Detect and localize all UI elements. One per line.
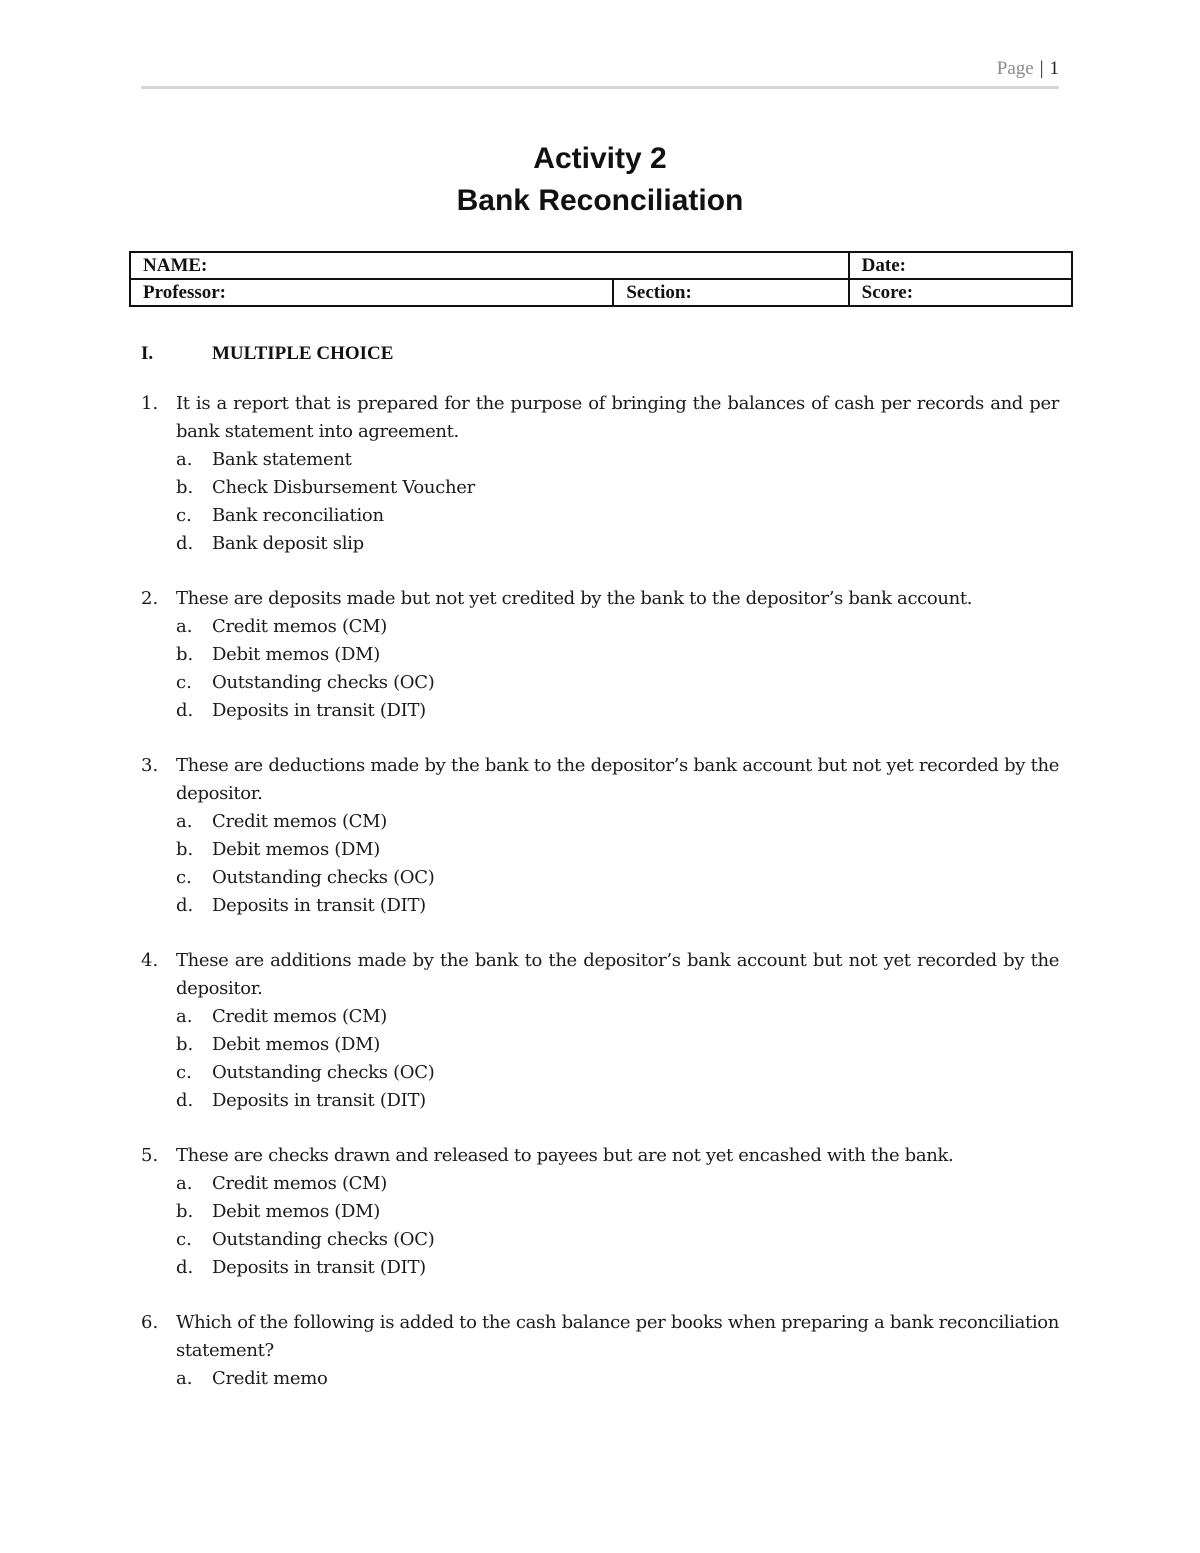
option-letter: a. [176,1006,193,1027]
option-text: Outstanding checks (OC) [212,1062,435,1083]
question-item [141,1309,1059,1393]
answer-option [141,530,1059,558]
question-text: These are deposits made but not yet credited by the bank to the depositor’s bank account. [176,588,973,609]
option-letter: a. [176,449,193,470]
option-letter: a. [176,1368,193,1389]
page-separator: | [1039,58,1044,79]
answer-option [141,446,1059,474]
option-letter: a. [176,1173,193,1194]
answer-option [141,1087,1059,1115]
answer-option [141,1254,1059,1282]
option-text: Outstanding checks (OC) [212,867,435,888]
professor-field: Professor: [130,279,613,306]
option-letter: d. [176,1257,194,1278]
answer-option [141,669,1059,697]
activity-title: Activity 2 [533,142,667,175]
date-field: Date: [849,252,1072,279]
question-number: 3. [141,755,159,776]
questions-list [141,390,1059,1420]
page-header [141,58,1059,89]
option-text: Debit memos (DM) [212,644,381,665]
option-letter: d. [176,700,194,721]
option-letter: c. [176,1062,192,1083]
section-heading [141,343,393,365]
option-text: Deposits in transit (DIT) [212,700,426,721]
question-text: These are checks drawn and released to payees but are not yet encashed with the bank. [176,1145,954,1166]
question-item [141,752,1059,920]
question-number: 5. [141,1145,159,1166]
activity-subtitle: Bank Reconciliation [456,184,744,217]
option-text: Deposits in transit (DIT) [212,1090,426,1111]
option-letter: b. [176,477,194,498]
option-text: Deposits in transit (DIT) [212,895,426,916]
option-text: Check Disbursement Voucher [212,477,475,498]
question-text: These are deductions made by the bank to the depositor’s bank account but not yet recorded by the depositor. [176,755,1059,804]
answer-option [141,892,1059,920]
question-item [141,390,1059,558]
answer-option [141,1365,1059,1393]
answer-option [141,613,1059,641]
section-title: MULTIPLE CHOICE [212,343,394,364]
section-number: I. [141,343,154,364]
answer-option [141,474,1059,502]
option-text: Outstanding checks (OC) [212,672,435,693]
answer-option [141,641,1059,669]
option-letter: b. [176,644,194,665]
option-text: Bank reconciliation [212,505,384,526]
option-text: Credit memos (CM) [212,811,387,832]
option-text: Credit memos (CM) [212,1173,387,1194]
answer-option [141,1198,1059,1226]
option-text: Deposits in transit (DIT) [212,1257,426,1278]
answer-option [141,1003,1059,1031]
option-letter: d. [176,895,194,916]
option-letter: d. [176,533,194,554]
question-text: It is a report that is prepared for the purpose of bringing the balances of cash per records and per bank statement into agreement. [176,393,1059,442]
question-item [141,947,1059,1115]
answer-option [141,1031,1059,1059]
question-number: 6. [141,1312,159,1333]
option-letter: c. [176,672,192,693]
option-text: Bank statement [212,449,352,470]
option-letter: c. [176,867,192,888]
question-item [141,585,1059,725]
option-text: Credit memos (CM) [212,1006,387,1027]
question-number: 1. [141,393,159,414]
question-item [141,1142,1059,1282]
page-number: 1 [1049,58,1059,79]
option-text: Credit memo [212,1368,328,1389]
answer-option [141,502,1059,530]
option-letter: a. [176,616,193,637]
option-letter: b. [176,839,194,860]
option-letter: c. [176,1229,192,1250]
name-field: NAME: [130,252,849,279]
score-field: Score: [849,279,1072,306]
answer-option [141,1226,1059,1254]
answer-option [141,697,1059,725]
option-text: Bank deposit slip [212,533,364,554]
question-number: 2. [141,588,159,609]
answer-option [141,808,1059,836]
option-text: Credit memos (CM) [212,616,387,637]
answer-option [141,836,1059,864]
student-info-table [129,251,1073,307]
answer-option [141,1170,1059,1198]
option-letter: a. [176,811,193,832]
answer-option [141,1059,1059,1087]
option-letter: b. [176,1201,194,1222]
question-number: 4. [141,950,159,971]
option-text: Debit memos (DM) [212,1034,381,1055]
option-letter: d. [176,1090,194,1111]
option-letter: b. [176,1034,194,1055]
option-letter: c. [176,505,192,526]
option-text: Debit memos (DM) [212,1201,381,1222]
section-field: Section: [613,279,848,306]
option-text: Outstanding checks (OC) [212,1229,435,1250]
option-text: Debit memos (DM) [212,839,381,860]
page-label: Page [996,58,1034,79]
question-text: Which of the following is added to the cash balance per books when preparing a bank reconciliation statement? [176,1312,1059,1361]
question-text: These are additions made by the bank to the depositor’s bank account but not yet recorded by the depositor. [176,950,1059,999]
answer-option [141,864,1059,892]
